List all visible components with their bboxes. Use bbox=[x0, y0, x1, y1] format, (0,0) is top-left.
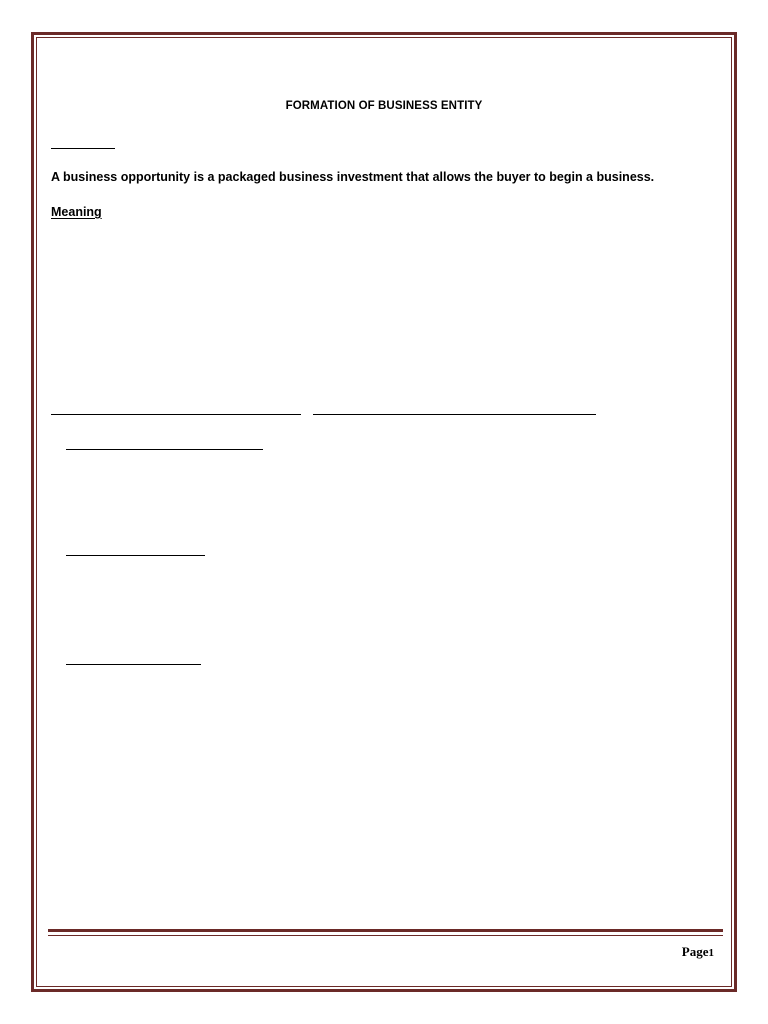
footer-rule-thick bbox=[48, 929, 723, 932]
blank-subheading-rule-2 bbox=[66, 555, 205, 556]
document-title: FORMATION OF BUSINESS ENTITY bbox=[285, 100, 483, 112]
blank-heading-rule-2a bbox=[51, 414, 301, 415]
blank-subheading-rule-3 bbox=[66, 664, 201, 665]
page-label: Page bbox=[681, 944, 709, 959]
intro-paragraph: A business opportunity is a packaged business investment that allows the buyer to begin a business. bbox=[51, 170, 655, 184]
meaning-heading: Meaning bbox=[51, 205, 102, 219]
page-number-value: 1 bbox=[708, 947, 714, 959]
blank-subheading-rule-1 bbox=[66, 449, 263, 450]
blank-heading-rule-1 bbox=[51, 148, 115, 149]
page-number bbox=[682, 944, 714, 960]
footer-rule-thin bbox=[48, 935, 723, 936]
blank-heading-rule-2b bbox=[313, 414, 596, 415]
